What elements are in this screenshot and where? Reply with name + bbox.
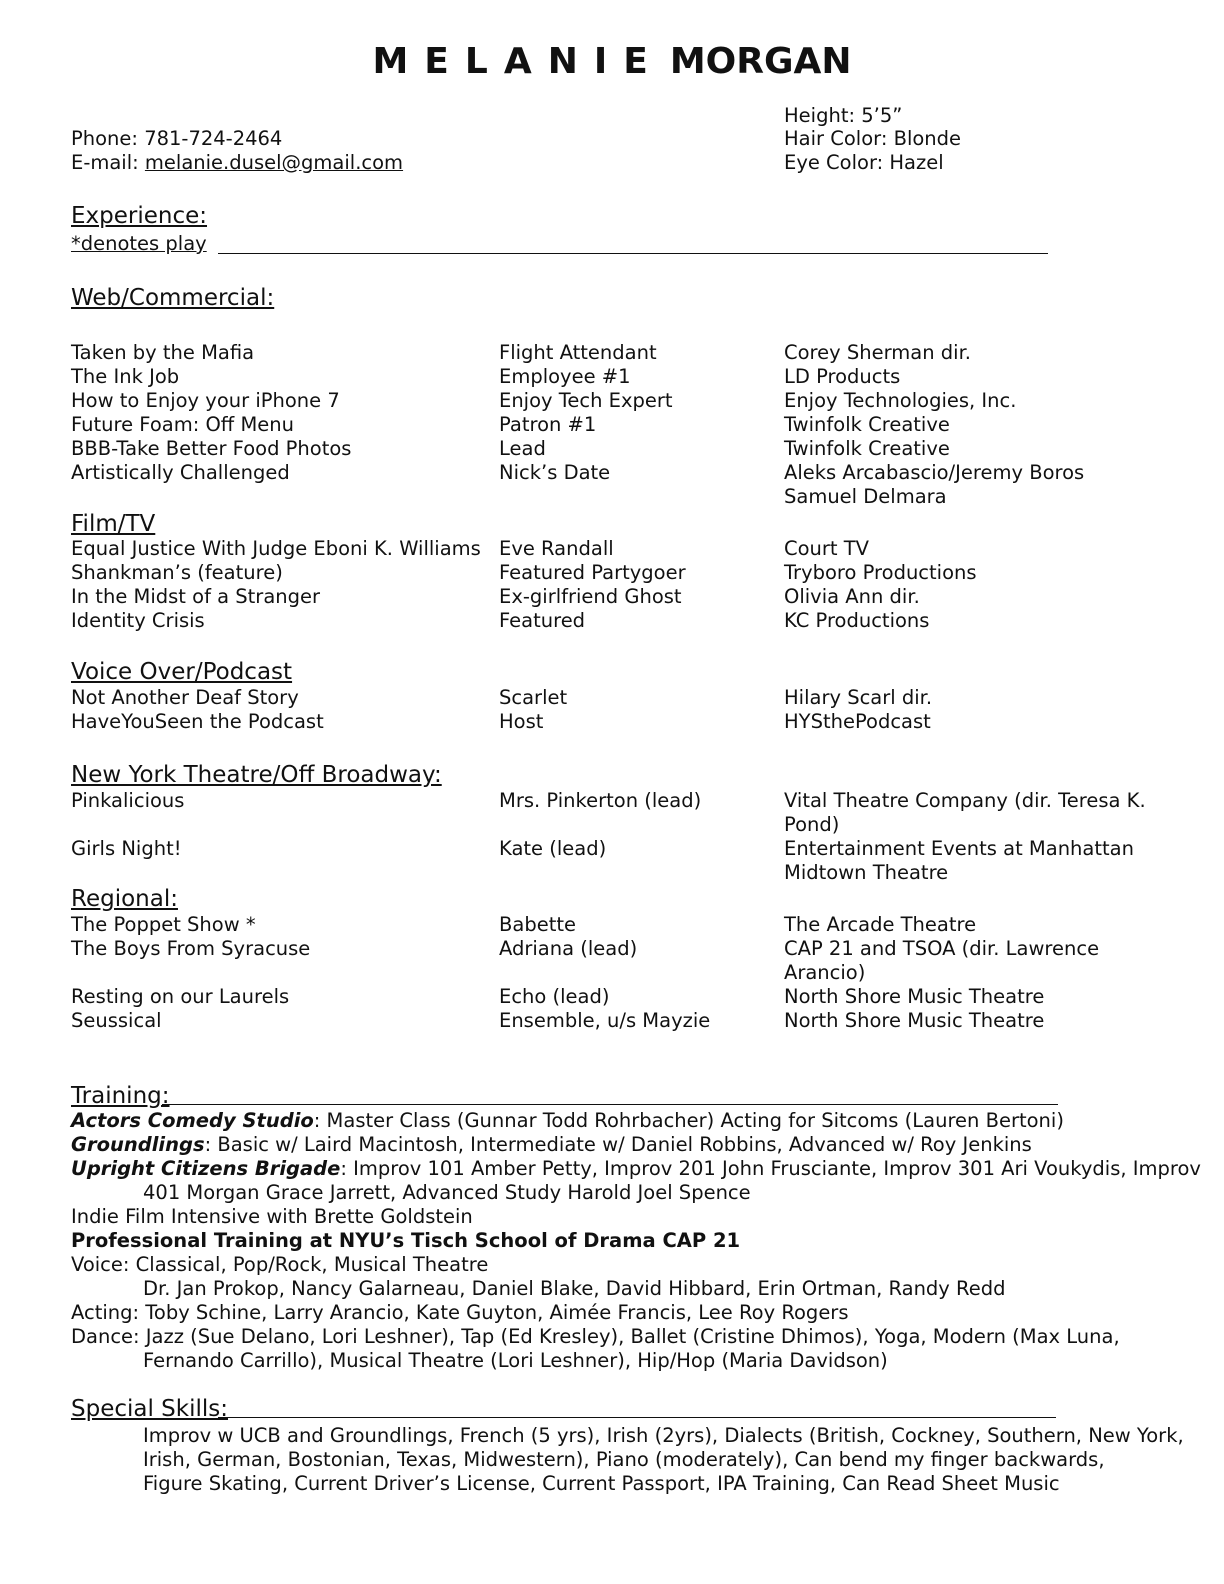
credit-role: Nick’s Date bbox=[499, 461, 611, 484]
experience-note: *denotes play bbox=[71, 232, 207, 255]
groundlings-text: : Basic w/ Laird Macintosh, Intermediate w/ Daniel Robbins, Advanced w/ Roy Jenkins bbox=[204, 1133, 1032, 1156]
credit-title: Resting on our Laurels bbox=[71, 985, 290, 1008]
credit-title: The Ink Job bbox=[71, 365, 180, 388]
groundlings-name: Groundlings bbox=[71, 1133, 205, 1156]
credit-company: Corey Sherman dir. bbox=[784, 341, 972, 364]
credit-role: Lead bbox=[499, 437, 546, 460]
credit-company: CAP 21 and TSOA (dir. Lawrence bbox=[784, 937, 1100, 960]
email-label: E-mail: bbox=[71, 151, 145, 174]
credit-title: Shankman’s (feature) bbox=[71, 561, 283, 584]
first-name: MELANIE bbox=[372, 41, 664, 82]
training-ucb-cont: 401 Morgan Grace Jarrett, Advanced Study Harold Joel Spence bbox=[143, 1181, 751, 1204]
training-list bbox=[71, 1109, 1201, 1373]
credit-title: Identity Crisis bbox=[71, 609, 205, 632]
regional-heading: Regional: bbox=[71, 886, 178, 912]
training-rule bbox=[162, 1104, 1058, 1105]
credit-company: Midtown Theatre bbox=[784, 861, 949, 884]
last-name: MORGAN bbox=[669, 41, 852, 82]
credit-role: Mrs. Pinkerton (lead) bbox=[499, 789, 702, 812]
credit-company: Olivia Ann dir. bbox=[784, 585, 920, 608]
web-heading: Web/Commercial: bbox=[71, 285, 275, 311]
training-acs bbox=[71, 1109, 1151, 1133]
credit-company: Court TV bbox=[784, 537, 870, 560]
ny-theatre-heading: New York Theatre/Off Broadway: bbox=[71, 762, 442, 788]
credit-title: The Poppet Show * bbox=[71, 913, 256, 936]
credit-role: Host bbox=[499, 710, 544, 733]
experience-heading: Experience: bbox=[71, 203, 208, 229]
credit-company: Hilary Scarl dir. bbox=[784, 686, 933, 709]
training-dance-cont: Fernando Carrillo), Musical Theatre (Lori Leshner), Hip/Hop (Maria Davidson) bbox=[143, 1349, 888, 1372]
training-voice-teachers: Dr. Jan Prokop, Nancy Galarneau, Daniel Blake, David Hibbard, Erin Ortman, Randy Redd bbox=[143, 1277, 1006, 1300]
training-heading: Training: bbox=[71, 1083, 170, 1109]
credit-title: Artistically Challenged bbox=[71, 461, 290, 484]
height-stat: Height: 5’5” bbox=[784, 104, 903, 127]
skills-line: Figure Skating, Current Driver’s License, Current Passport, IPA Training, Can Read Sheet Music bbox=[143, 1472, 1060, 1495]
credit-role: Featured bbox=[499, 609, 586, 632]
skills-list bbox=[71, 1424, 1184, 1496]
hair-stat: Hair Color: Blonde bbox=[784, 127, 962, 150]
credit-company: The Arcade Theatre bbox=[784, 913, 977, 936]
credit-title: BBB-Take Better Food Photos bbox=[71, 437, 352, 460]
credit-company: Aleks Arcabascio/Jeremy Boros bbox=[784, 461, 1085, 484]
credit-title: How to Enjoy your iPhone 7 bbox=[71, 389, 340, 412]
eye-stat: Eye Color: Hazel bbox=[784, 151, 944, 174]
training-professional: Professional Training at NYU’s Tisch School of Drama CAP 21 bbox=[71, 1229, 741, 1252]
credit-company: Arancio) bbox=[784, 961, 866, 984]
credit-company: Twinfolk Creative bbox=[784, 413, 950, 436]
credit-role: Eve Randall bbox=[499, 537, 614, 560]
credit-role: Ex-girlfriend Ghost bbox=[499, 585, 682, 608]
credit-company: KC Productions bbox=[784, 609, 930, 632]
credit-title: Equal Justice With Judge Eboni K. Williams bbox=[71, 537, 481, 560]
credit-role: Echo (lead) bbox=[499, 985, 610, 1008]
credit-title: Girls Night! bbox=[71, 837, 182, 860]
credit-title: The Boys From Syracuse bbox=[71, 937, 311, 960]
email-link[interactable]: melanie.dusel@gmail.com bbox=[144, 151, 404, 174]
credit-role: Kate (lead) bbox=[499, 837, 607, 860]
credit-role: Patron #1 bbox=[499, 413, 597, 436]
training-ucb bbox=[71, 1157, 1201, 1181]
email-line bbox=[71, 151, 403, 175]
name-title bbox=[0, 40, 1224, 84]
credit-role: Babette bbox=[499, 913, 576, 936]
credit-title: Seussical bbox=[71, 1009, 162, 1032]
phone-number: 781-724-2464 bbox=[144, 127, 283, 150]
film-heading: Film/TV bbox=[71, 511, 156, 537]
experience-rule bbox=[218, 253, 1048, 254]
training-indie: Indie Film Intensive with Brette Goldstein bbox=[71, 1205, 473, 1228]
voice-heading: Voice Over/Podcast bbox=[71, 659, 293, 685]
skills-rule bbox=[218, 1417, 1056, 1418]
credit-company: LD Products bbox=[784, 365, 901, 388]
credit-company: Samuel Delmara bbox=[784, 485, 947, 508]
credit-title: Not Another Deaf Story bbox=[71, 686, 299, 709]
credit-company: North Shore Music Theatre bbox=[784, 1009, 1045, 1032]
credit-title: Taken by the Mafia bbox=[71, 341, 255, 364]
training-voice: Voice: Classical, Pop/Rock, Musical Theatre bbox=[71, 1253, 489, 1276]
acs-name: Actors Comedy Studio bbox=[71, 1109, 314, 1132]
skills-line: Improv w UCB and Groundlings, French (5 yrs), Irish (2yrs), Dialects (British, Cockney, Southern, New York, bbox=[143, 1424, 1184, 1447]
credit-role: Enjoy Tech Expert bbox=[499, 389, 673, 412]
credit-role: Employee #1 bbox=[499, 365, 631, 388]
credit-company: Tryboro Productions bbox=[784, 561, 977, 584]
credit-company: Vital Theatre Company (dir. Teresa K. bbox=[784, 789, 1146, 812]
training-dance: Dance: Jazz (Sue Delano, Lori Leshner), Tap (Ed Kresley), Ballet (Cristine Dhimos), Yoga, Modern (Max Luna, bbox=[71, 1325, 1120, 1348]
credit-company: Pond) bbox=[784, 813, 840, 836]
acs-text: : Master Class (Gunnar Todd Rohrbacher) Acting for Sitcoms (Lauren Bertoni) bbox=[313, 1109, 1064, 1132]
ucb-name: Upright Citizens Brigade bbox=[71, 1157, 341, 1180]
phone-line bbox=[71, 127, 282, 151]
training-acting: Acting: Toby Schine, Larry Arancio, Kate Guyton, Aimée Francis, Lee Roy Rogers bbox=[71, 1301, 849, 1324]
credit-role: Flight Attendant bbox=[499, 341, 657, 364]
credit-role: Ensemble, u/s Mayzie bbox=[499, 1009, 711, 1032]
credit-title: HaveYouSeen the Podcast bbox=[71, 710, 324, 733]
credit-role: Adriana (lead) bbox=[499, 937, 638, 960]
credit-role: Featured Partygoer bbox=[499, 561, 686, 584]
phone-label: Phone: bbox=[71, 127, 145, 150]
credit-company: North Shore Music Theatre bbox=[784, 985, 1045, 1008]
skills-heading: Special Skills: bbox=[71, 1396, 229, 1422]
ucb-text: : Improv 101 Amber Petty, Improv 201 John Frusciante, Improv 301 Ari Voukydis, Improv bbox=[340, 1157, 1201, 1180]
credit-company: Entertainment Events at Manhattan bbox=[784, 837, 1134, 860]
credit-title: In the Midst of a Stranger bbox=[71, 585, 321, 608]
credit-company: Twinfolk Creative bbox=[784, 437, 950, 460]
training-groundlings bbox=[71, 1133, 1151, 1157]
credit-company: HYSthePodcast bbox=[784, 710, 931, 733]
credit-title: Future Foam: Off Menu bbox=[71, 413, 294, 436]
credit-title: Pinkalicious bbox=[71, 789, 185, 812]
skills-line: Irish, German, Bostonian, Texas, Midwestern), Piano (moderately), Can bend my finger backwards, bbox=[143, 1448, 1105, 1471]
credit-company: Enjoy Technologies, Inc. bbox=[784, 389, 1017, 412]
credit-role: Scarlet bbox=[499, 686, 568, 709]
